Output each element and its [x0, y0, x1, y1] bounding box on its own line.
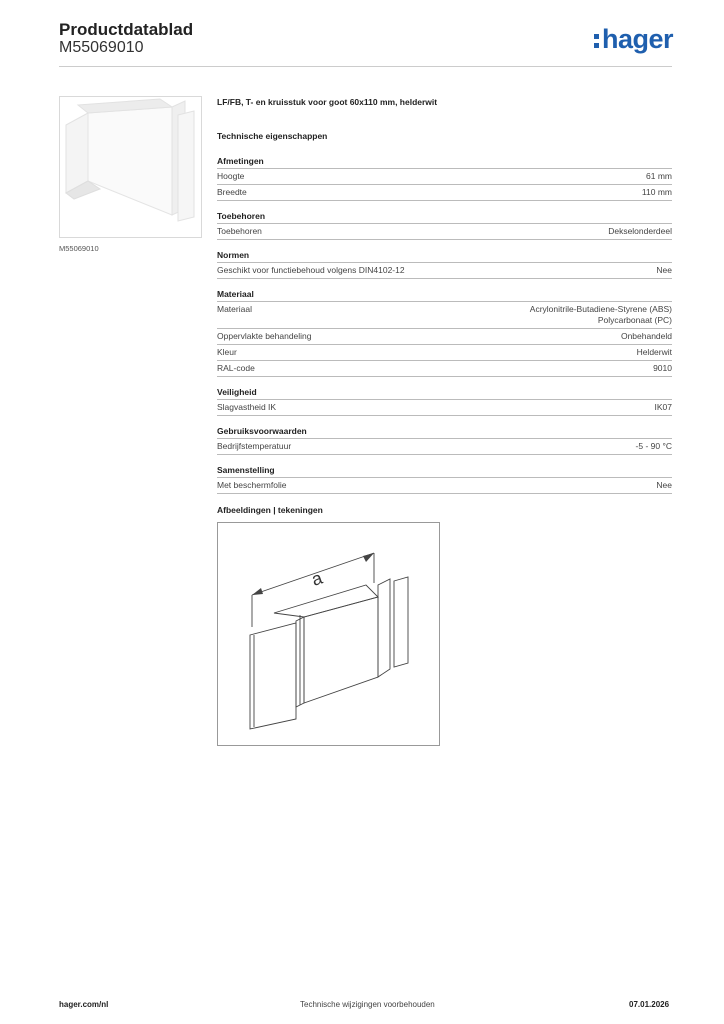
spec-group-title: Gebruiksvoorwaarden — [217, 426, 672, 439]
logo-text: hager — [602, 24, 674, 54]
spec-value — [646, 171, 672, 182]
spec-value-line: Polycarbonaat (PC) — [597, 315, 672, 325]
spec-value — [653, 363, 672, 374]
spec-group — [217, 156, 672, 201]
page-title: Productdatablad — [59, 20, 194, 39]
spec-value-line: 110 mm — [641, 187, 672, 197]
spec-value-line: Nee — [656, 480, 672, 490]
spec-row — [217, 400, 672, 416]
spec-value — [621, 331, 672, 342]
spec-row — [217, 478, 672, 494]
spec-value-line: Dekselonderdeel — [608, 226, 672, 236]
spec-row — [217, 302, 672, 329]
spec-label: Breedte — [217, 187, 247, 197]
spec-group — [217, 289, 672, 377]
spec-row — [217, 224, 672, 240]
spec-group-title: Materiaal — [217, 289, 672, 302]
footer-date: 07.01.2026 — [629, 1000, 670, 1009]
spec-value — [656, 480, 672, 491]
product-code: M55069010 — [59, 39, 144, 56]
spec-group — [217, 465, 672, 494]
photo-caption: M55069010 — [59, 244, 99, 253]
spec-group — [217, 250, 672, 279]
tee-piece-drawing-icon — [218, 523, 439, 745]
spec-group-title: Toebehoren — [217, 211, 672, 224]
spec-group — [217, 387, 672, 416]
product-description: LF/FB, T- en kruisstuk voor goot 60x110 mm, helderwit — [217, 97, 438, 107]
drawings-heading: Afbeeldingen | tekeningen — [217, 505, 323, 515]
spec-value — [642, 187, 672, 198]
spec-value — [637, 347, 672, 358]
spec-value-line: Helderwit — [636, 347, 672, 357]
spec-value — [636, 441, 672, 452]
spec-row — [217, 361, 672, 377]
spec-label: Oppervlakte behandeling — [217, 331, 312, 341]
spec-group-title: Afmetingen — [217, 156, 672, 169]
footer-notice: Technische wijzigingen voorbehouden — [300, 1000, 435, 1009]
spec-row — [217, 169, 672, 185]
footer-website[interactable]: hager.com/nl — [59, 1000, 109, 1009]
spec-value — [608, 226, 672, 237]
spec-row — [217, 439, 672, 455]
logo-dots-icon — [594, 31, 600, 51]
spec-row — [217, 345, 672, 361]
spec-value — [655, 402, 673, 413]
spec-value-line: 61 mm — [646, 171, 672, 181]
spec-value-line: Acrylonitrile-Butadiene-Styrene (ABS) — [529, 304, 672, 314]
tee-piece-photo-icon — [60, 97, 201, 237]
spec-row — [217, 329, 672, 345]
spec-row — [217, 185, 672, 201]
spec-value — [656, 265, 672, 276]
spec-label: Bedrijfstemperatuur — [217, 441, 292, 451]
dimension-label: a — [308, 567, 325, 590]
product-photo — [59, 96, 202, 238]
spec-group — [217, 211, 672, 240]
spec-value-line: Onbehandeld — [620, 331, 672, 341]
spec-label: Materiaal — [217, 304, 252, 314]
spec-label: RAL-code — [217, 363, 255, 373]
spec-value-line: IK07 — [654, 402, 672, 412]
spec-value-line: 9010 — [653, 363, 672, 373]
technical-properties-heading: Technische eigenschappen — [217, 131, 328, 141]
spec-group-title: Veiligheid — [217, 387, 672, 400]
spec-label: Geschikt voor functiebehoud volgens DIN4102-12 — [217, 265, 405, 275]
technical-drawing — [217, 522, 440, 746]
spec-value — [530, 304, 672, 326]
hager-logo[interactable] — [594, 26, 673, 53]
spec-value-line: -5 - 90 °C — [635, 441, 672, 451]
spec-label: Toebehoren — [217, 226, 262, 236]
spec-label: Met beschermfolie — [217, 480, 287, 490]
spec-group — [217, 426, 672, 455]
header-divider — [59, 66, 672, 67]
spec-label: Kleur — [217, 347, 237, 357]
spec-group-title: Normen — [217, 250, 672, 263]
spec-label: Slagvastheid IK — [217, 402, 277, 412]
spec-table — [217, 156, 672, 504]
spec-value-line: Nee — [656, 265, 672, 275]
spec-label: Hoogte — [217, 171, 245, 181]
spec-row — [217, 263, 672, 279]
spec-group-title: Samenstelling — [217, 465, 672, 478]
